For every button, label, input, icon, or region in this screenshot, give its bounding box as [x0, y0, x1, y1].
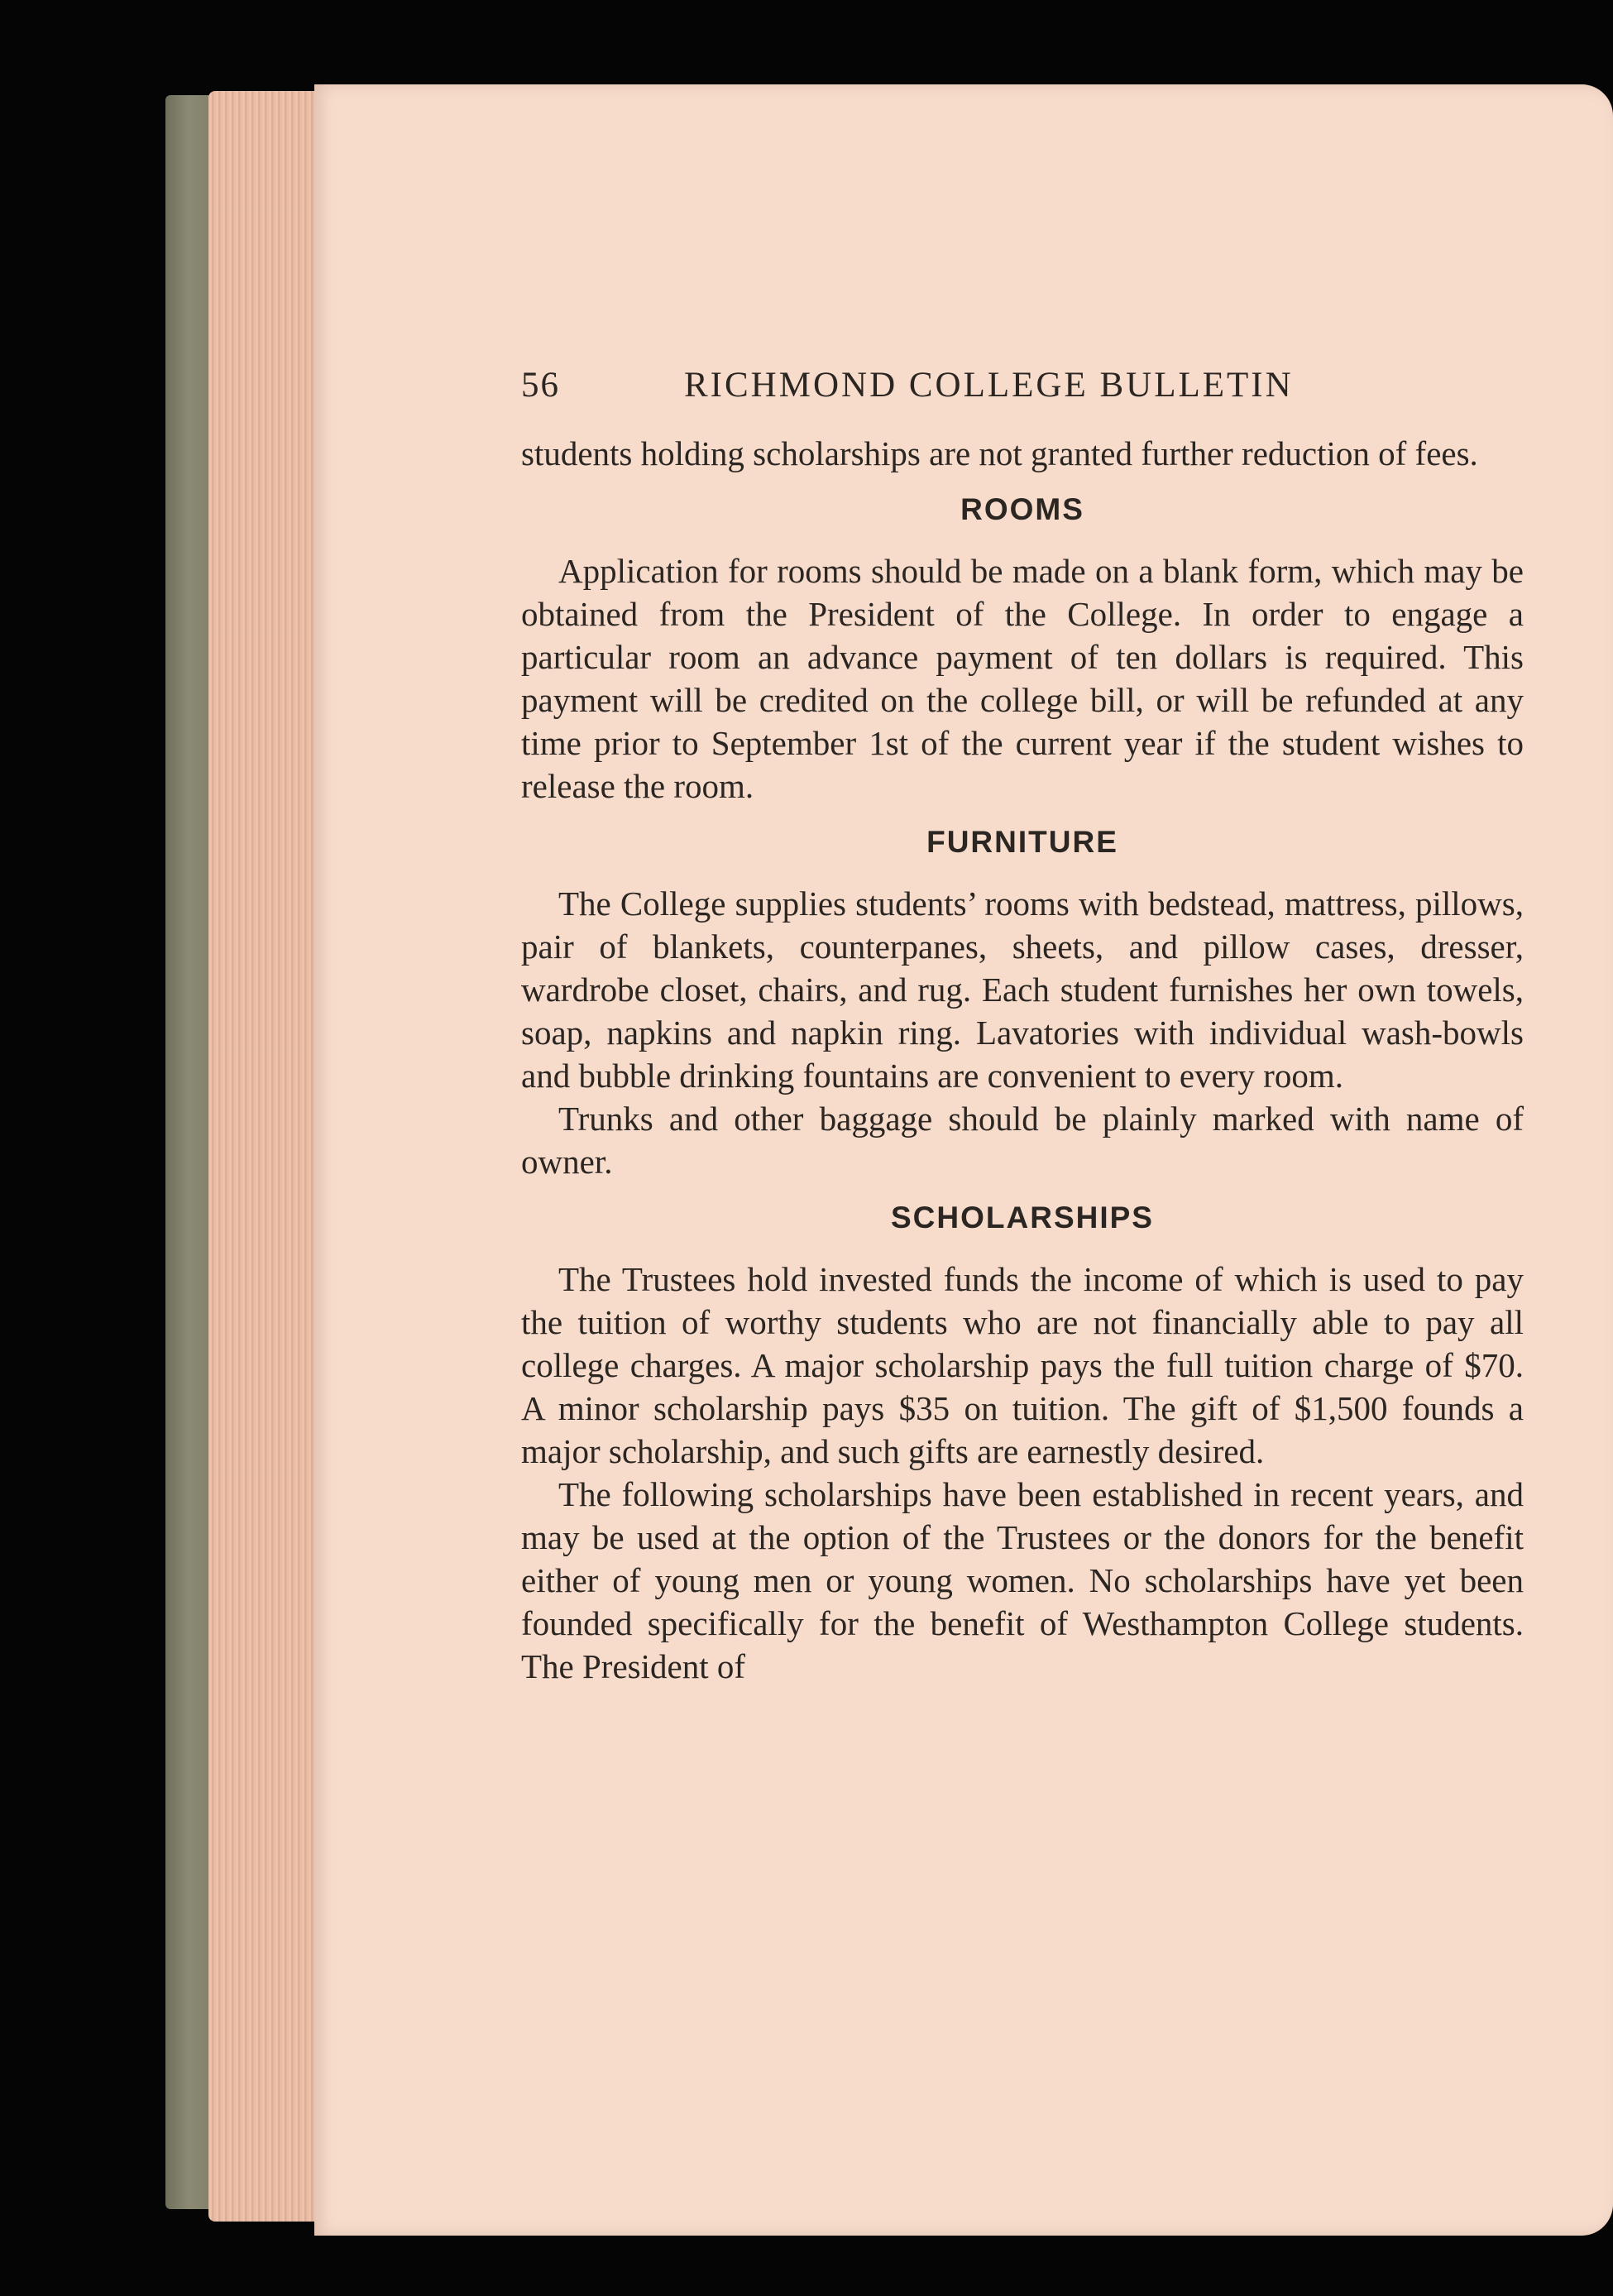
rooms-heading: ROOMS	[960, 492, 1084, 526]
intro-paragraph: students holding scholarships are not granted further reduction of fees.	[521, 434, 1478, 472]
bulletin-title: RICHMOND COLLEGE BULLETIN	[684, 366, 1294, 405]
page-edges	[208, 91, 324, 2222]
rooms-paragraph: Application for rooms should be made on a blank form, which may be obtained from the President of the College. In order to engage a particular room an advance payment of ten dollars is required. This payment will be credited on the college bill, or will be refunded at any time prior to September 1st of the current year if the student wishes to release the room.	[521, 552, 1524, 805]
furniture-paragraph-1: The College supplies students’ rooms with bedstead, mattress, pillows, pair of blankets, counterpanes, sheets, and pillow cases, dresser, wardrobe closet, chairs, and rug. Each student furnishes her own towels, soap, napkins and napkin ring. Lavatories with individual wash-bowls and bubble drinking fountains are convenient to every room.	[521, 884, 1524, 1095]
page-number: 56	[521, 366, 560, 405]
running-head	[521, 364, 1524, 414]
page-text	[521, 364, 1524, 1688]
furniture-paragraph-2: Trunks and other baggage should be plainly marked with name of owner.	[521, 1100, 1524, 1181]
scholarships-paragraph-2: The following scholarships have been established in recent years, and may be used at the option of the Trustees or the donors for the benefit either of young men or young women. No scholarships have yet been founded specifically for the benefit of Westhampton College students. The President of	[521, 1475, 1524, 1685]
scholarships-paragraph-1: The Trustees hold invested funds the income of which is used to pay the tuition of worthy students who are not financially able to pay all college charges. A major scholarship pays the full tuition charge of $70. A minor scholarship pays $35 on tuition. The gift of $1,500 founds a major scholarship, and such gifts are earnestly desired.	[521, 1260, 1524, 1470]
furniture-heading: FURNITURE	[926, 825, 1118, 859]
scholarships-heading: SCHOLARSHIPS	[891, 1201, 1154, 1234]
